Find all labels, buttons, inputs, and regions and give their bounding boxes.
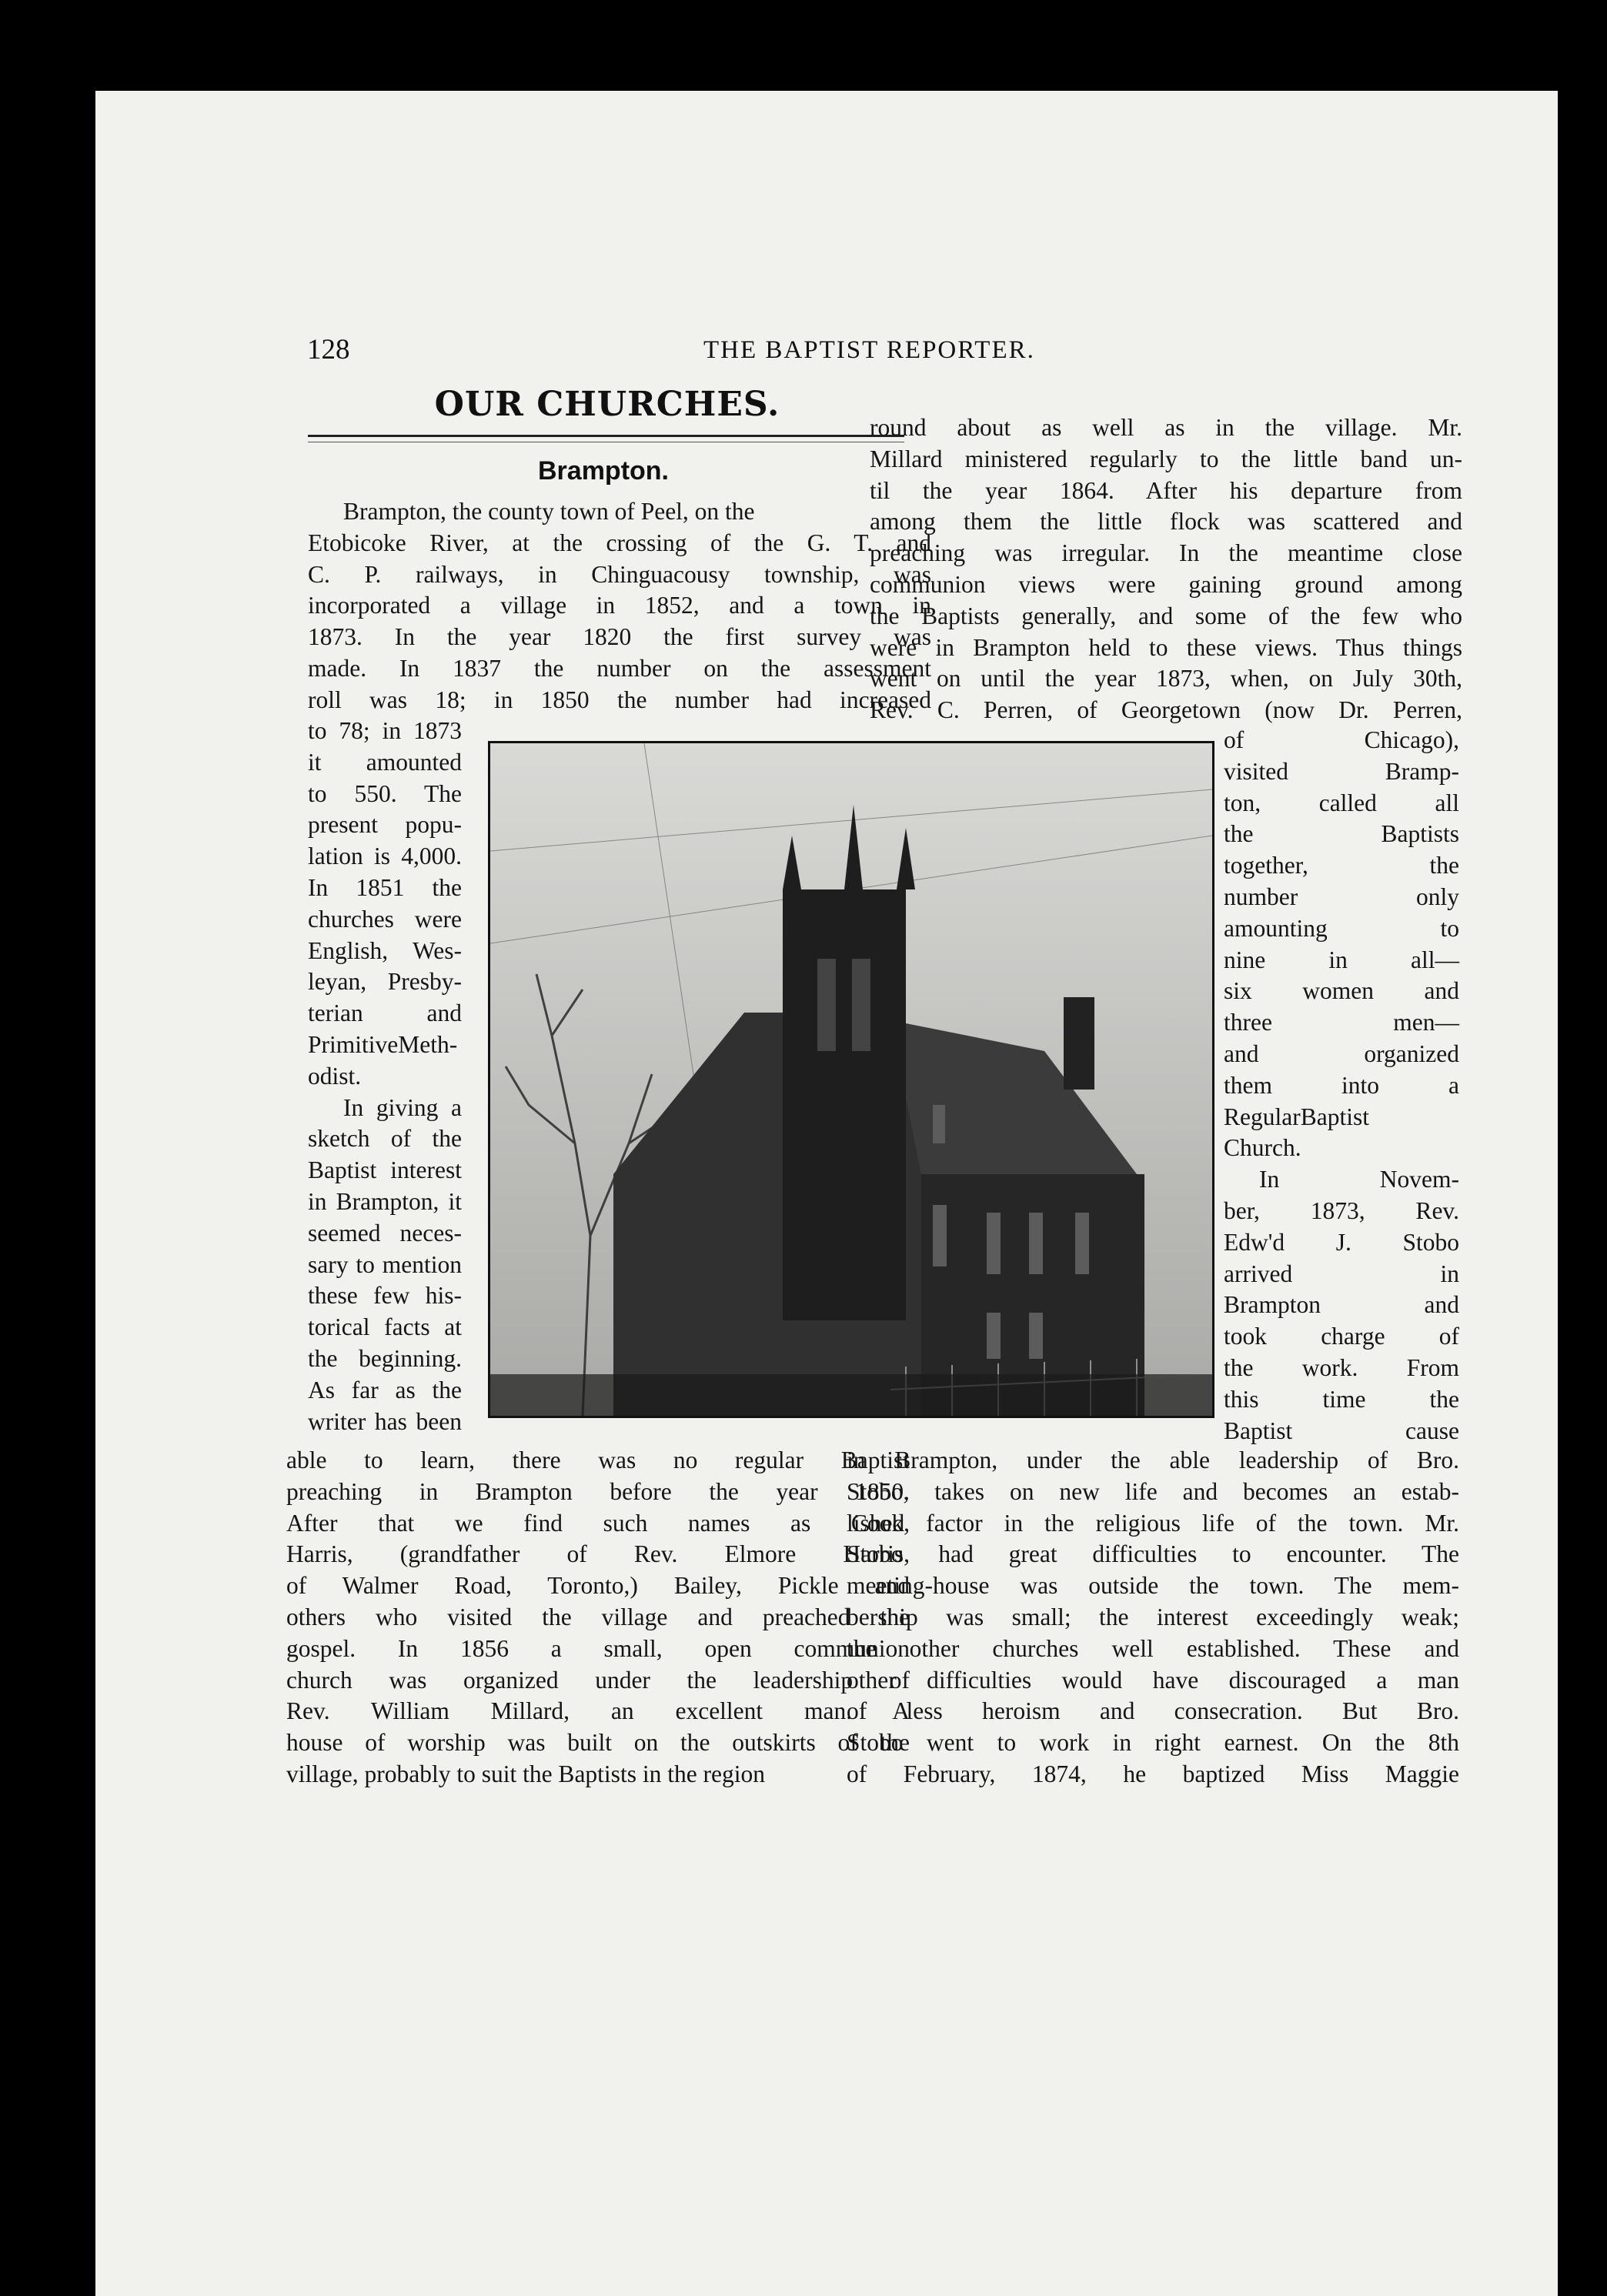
text-line: of Walmer Road, Toronto,) Bailey, Pickle and — [286, 1572, 910, 1600]
text-line: them into a — [1224, 1071, 1459, 1099]
text-line: able to learn, there was no regular Baptist — [286, 1447, 910, 1473]
text-line: sketch of the — [308, 1125, 462, 1153]
text-line: of Chicago), — [1224, 726, 1459, 753]
text-line: torical facts at — [308, 1313, 462, 1341]
church-photo-icon — [490, 743, 1212, 1416]
text-line: to 550. The — [308, 779, 462, 807]
text-line: the other churches well established. These and — [847, 1634, 1459, 1662]
page-header — [95, 333, 1558, 379]
text-line: Brampton, the county town of Peel, on the — [343, 498, 755, 525]
text-line: in Brampton, under the able leadership of Bro. — [847, 1447, 1459, 1473]
text-line: lation is 4,000. — [308, 843, 462, 870]
text-line: these few his- — [308, 1282, 462, 1310]
text-line: In giving a — [343, 1093, 462, 1121]
text-line: Baptist interest — [308, 1156, 462, 1184]
text-line: churches were — [308, 905, 462, 933]
text-line: Stobo went to work in right earnest. On the 8th — [847, 1729, 1459, 1757]
text-line: the Baptists generally, and some of the few who — [870, 602, 1462, 629]
text-line: ber, 1873, Rev. — [1224, 1196, 1459, 1224]
text-line: three men— — [1224, 1009, 1459, 1036]
text-line: present popu- — [308, 811, 462, 839]
text-line: roll was 18; in 1850 the number had increased — [308, 686, 931, 713]
text-line: preaching in Brampton before the year 1850. — [286, 1477, 910, 1505]
right-column-top — [870, 412, 1462, 726]
title-rule — [308, 435, 904, 437]
text-line: house of worship was built on the outskirts of the — [286, 1729, 910, 1757]
text-line: went on until the year 1873, when, on July 30th, — [870, 665, 1462, 692]
church-photo — [488, 741, 1214, 1418]
text-line: round about as well as in the village. Mr. — [870, 414, 1462, 441]
text-line: incorporated a village in 1852, and a town in — [308, 592, 931, 619]
text-line: took charge of — [1224, 1323, 1459, 1350]
text-line: In Novem- — [1259, 1166, 1459, 1193]
text-line: Stobo, takes on new life and becomes an estab- — [847, 1477, 1459, 1505]
running-title: THE BAPTIST REPORTER. — [703, 336, 1035, 364]
text-line: 1873. In the year 1820 the first survey was — [308, 623, 931, 651]
text-line: to 78; in 1873 — [308, 717, 462, 744]
text-line: church was organized under the leadership of — [286, 1666, 910, 1694]
text-line: After that we find such names as Cook, — [286, 1509, 910, 1537]
right-column-narrow — [1224, 725, 1459, 1447]
text-line: the Baptists — [1224, 820, 1459, 848]
text-line: six women and — [1224, 977, 1459, 1005]
text-line: among them the little flock was scattered and — [870, 508, 1462, 536]
text-line: English, Wes- — [308, 936, 462, 964]
text-line: PrimitiveMeth- — [308, 1030, 458, 1058]
text-line: Rev. William Millard, an excellent man. A — [286, 1697, 910, 1725]
text-line: In 1851 the — [308, 873, 462, 901]
text-line: made. In 1837 the number on the assessment — [308, 654, 931, 682]
page-fold-shadow — [1594, 576, 1597, 1422]
text-line: meeting-house was outside the town. The mem- — [847, 1572, 1459, 1600]
left-column-narrow — [308, 716, 462, 1437]
right-column-bottom — [847, 1445, 1459, 1790]
text-line: others who visited the village and preached the — [286, 1603, 910, 1630]
text-line: together, the — [1224, 852, 1459, 879]
text-line: lished factor in the religious life of the town. Mr. — [847, 1509, 1459, 1537]
text-line: preaching was irregular. In the meantime close — [870, 539, 1462, 567]
text-line: this time the — [1224, 1385, 1459, 1413]
text-line: seemed neces- — [308, 1219, 462, 1246]
document-page — [95, 91, 1558, 2296]
text-line: arrived in — [1224, 1260, 1459, 1287]
text-line: nine in all— — [1224, 946, 1459, 973]
text-line: ton, called all — [1224, 789, 1459, 816]
text-line: amounting to — [1224, 914, 1459, 942]
text-line: RegularBaptist — [1224, 1103, 1369, 1130]
text-line: bership was small; the interest exceedingly weak; — [847, 1603, 1459, 1630]
left-column-top — [308, 496, 931, 716]
text-line: of February, 1874, he baptized Miss Maggie — [847, 1760, 1459, 1787]
text-line: the work. From — [1224, 1353, 1459, 1381]
left-column-bottom — [286, 1445, 910, 1790]
text-line: visited Bramp- — [1224, 757, 1459, 785]
text-line: Etobicoke River, at the crossing of the G. T. and — [308, 529, 931, 556]
text-line: Millard ministered regularly to the little band un- — [870, 445, 1462, 472]
section-title: OUR CHURCHES. — [434, 385, 780, 424]
text-line: odist. — [308, 1062, 362, 1090]
text-line: in Brampton, it — [308, 1187, 462, 1215]
text-line: Rev. C. Perren, of Georgetown (now Dr. Perren, — [870, 696, 1462, 724]
text-line: sary to mention — [308, 1250, 462, 1278]
text-line: Baptist cause — [1224, 1417, 1459, 1444]
article-subtitle: Brampton. — [538, 456, 669, 486]
text-line: Edw'd J. Stobo — [1224, 1228, 1459, 1256]
text-line: village, probably to suit the Baptists in the region — [286, 1760, 766, 1787]
text-line: and organized — [1224, 1040, 1459, 1067]
text-line: the beginning. — [308, 1344, 462, 1372]
text-line: of less heroism and consecration. But Bro. — [847, 1697, 1459, 1725]
page-number: 128 — [307, 334, 350, 365]
text-line: gospel. In 1856 a small, open communion — [286, 1634, 910, 1662]
text-line: C. P. railways, in Chinguacousy township, was — [308, 560, 931, 588]
text-line: it amounted — [308, 748, 462, 776]
text-line: leyan, Presby- — [308, 968, 462, 996]
text-line: writer has been — [308, 1407, 462, 1435]
text-line: Stobo had great difficulties to encounter. The — [847, 1540, 1459, 1568]
text-line: terian and — [308, 999, 462, 1027]
text-line: til the year 1864. After his departure from — [870, 476, 1462, 504]
text-line: communion views were gaining ground among — [870, 570, 1462, 598]
text-line: number only — [1224, 883, 1459, 910]
text-line: Church. — [1224, 1134, 1301, 1162]
text-line: Brampton and — [1224, 1291, 1459, 1319]
text-line: As far as the — [308, 1376, 462, 1403]
text-line: other difficulties would have discouraged a man — [847, 1666, 1459, 1694]
text-line: Harris, (grandfather of Rev. Elmore Harris, — [286, 1540, 910, 1568]
text-line: were in Brampton held to these views. Thus things — [870, 633, 1462, 661]
